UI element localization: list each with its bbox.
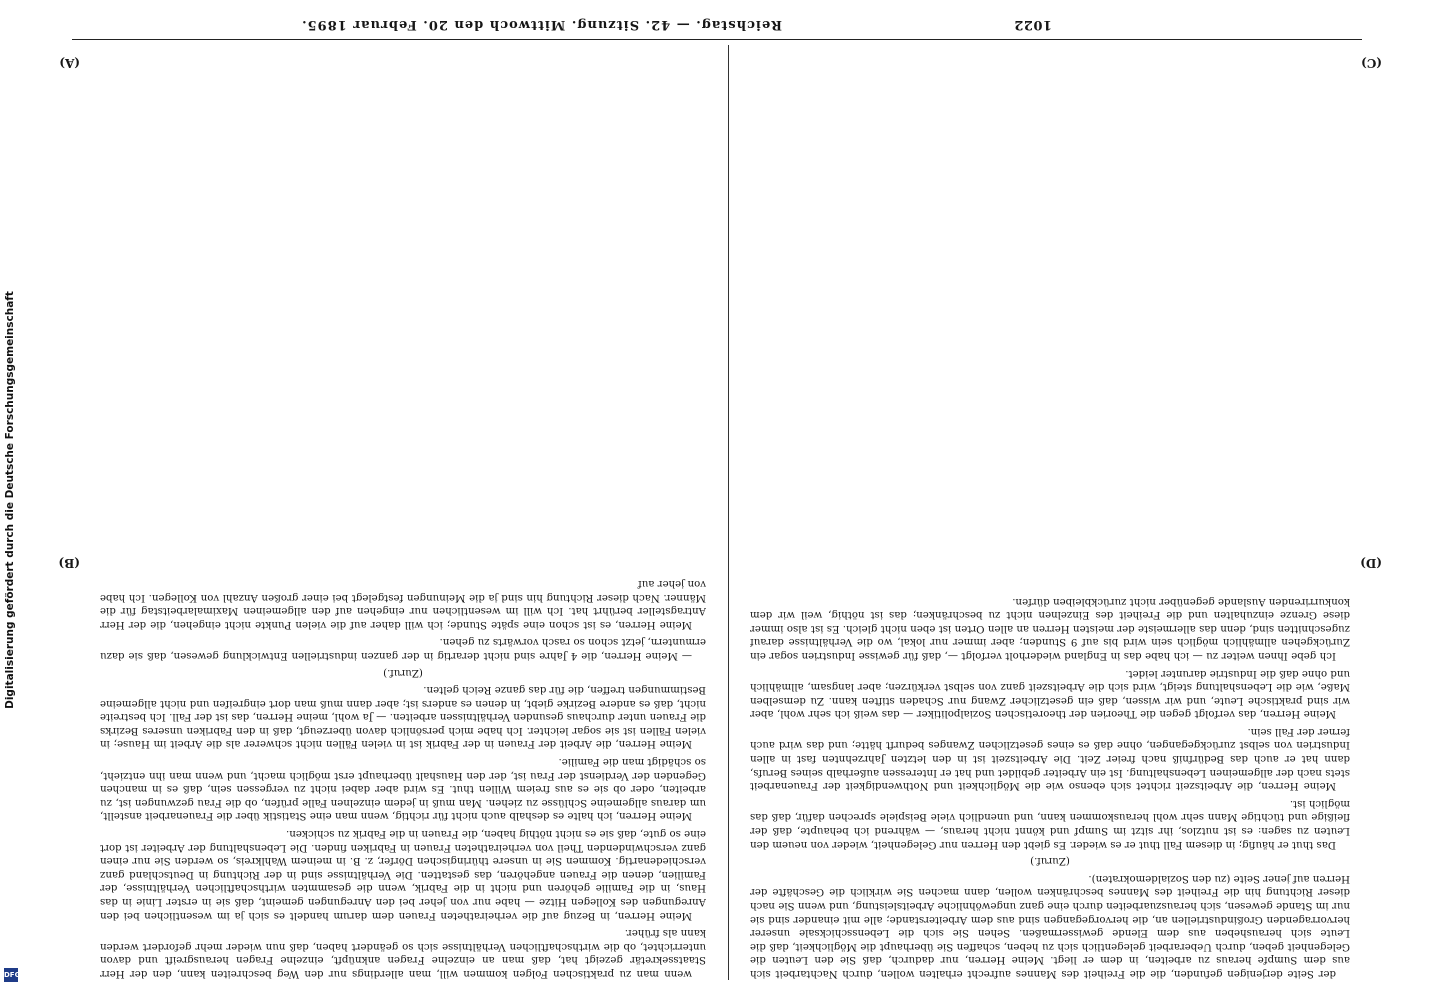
- page-number: 1022: [1013, 17, 1052, 32]
- left-text-column: [100, 45, 706, 980]
- paragraph: Meine Herren, es ist schon eine späte Stunde; ich will daher auf die vielen Punkte nicht eingehen, die der Herr Antragsteller berührt hat. Ich will im wesentlichen nur eingehen auf den allgemeinen Maximalarbeitstag für die Männer. Nach dieser Richtung hin sind ja die Meinungen festgelegt bei einer großen Anzahl von Kollegen. Ich habe von jeher auf: [100, 577, 706, 630]
- running-title: Reichstag. — 42. Sitzung. Mittwoch den 20. Februar 1895.: [301, 17, 782, 32]
- paragraph: Meine Herren, das verfolgt gegen die Theorien der theoretischen Sozialpolitiker — das weiß ich sehr wohl, aber wir sind praktische Leute, und wir wissen, daß ein gesetzlicher Zwang nur Schaden stiften kann. Zu demselben Maße, wie die Lebenshaltung steigt, wird sich die Arbeitszeit ganz von selbst verkürzen; aber langsam, allmählich und ohne daß die Industrie darunter leidet.: [750, 667, 1350, 720]
- margin-mark-a: (A): [59, 56, 80, 70]
- paragraph: der Seite derjenigen gefunden, die die Freiheit des Mannes aufrecht erhalten wollen, durch Nachtarbeit sich aus dem Sumpfe heraus zu arbeiten, in dem er liegt. Meine Herren, nur dadurch, daß Sie den Leuten die Gelegenheit geben, durch Ueberarbeit gelegentlich sich zu heben, schaffen Sie überhaupt die Möglichkeit, daß die Leute sich herausheben aus dem Elende gewissermaßen. Sehen Sie sich die Lebensschicksale unserer hervorragenden Großindustriellen an, die hervorgegangen sind aus dem Arbeiterstande; alle mit einander sind sie nur im Stande gewesen, sich herauszuarbeiten durch eine ganz ungewöhnliche Arbeitsleistung, und wenn Sie nach dieser Richtung hin die Freiheit des Mannes beschränken wollen, dann machen Sie wirklich die Geschäfte der Herren auf jener Seite (zu den Sozialdemokraten).: [750, 872, 1350, 979]
- paragraph: Meine Herren, in Bezug auf die verheiratheten Frauen dem darum handelt es sich ja im wesentlichen bei den Anregungen des Kollegen Hitze — habe nur von jeher bei den Anregungen gemeint, daß sie in erster Linie in das Haus, in die Familie gehören und nicht in die Fabrik, wenn die gesammten wirthschaftlichen Verhältnisse, der Familien, denen die Frauen angehören, das gestatten. Die Verhältnisse sind in der Richtung in Deutschland ganz verschiedenartig. Kommen Sie in unsere thüringischen Dörfer, z. B. in meinem Wahlkreis, so werden Sie nur einen ganz verschwindenden Theil von verheiratheten Frauen in Fabriken finden. Die Lebenshaltung der Arbeiter ist dort eine so gute, daß sie es nicht nöthig haben, die Frauen in die Fabrik zu schicken.: [100, 828, 706, 921]
- digitization-note: Digitalisierung gefördert durch die Deutsche Forschungsgemeinschaft: [4, 291, 16, 709]
- paragraph: wenn man zu praktischen Folgen kommen will, man allerdings nur den Weg beschreiten kann, den der Herr Staatssekretär gezeigt hat, daß man an einzelne Fragen anknüpft, einzelne Fragen herausgreift und davon unterrichtet, ob die wirthschaftlichen Verhältnisse sich so geändert haben, daß nun wieder mehr gefordert werden kann als früher.: [100, 927, 706, 979]
- column-divider: [728, 45, 729, 980]
- header-rule: [72, 39, 1362, 40]
- page-header: [52, 8, 1052, 34]
- paragraph: Meine Herren, die Arbeitszeit richtet sich ebenso wie die Möglichkeit und Nothwendigkeit der Frauenarbeit stets nach der allgemeinen Lebenshaltung. Ist ein Arbeiter gebildet und hat er Interessen außerhalb seines Berufs, dann hat er auch das Bedürfniß nach freier Zeit. Die Arbeitszeit ist in den letzten Jahrzehnten fast in allen Industrien von selbst zurückgegangen, ohne daß es eines gesetzlichen Zwanges bedurft hätte; und das wird auch ferner der Fall sein.: [750, 725, 1350, 792]
- paragraph: Meine Herren, ich halte es deshalb auch nicht für richtig, wenn man eine Statistik über die Frauenarbeit anstellt, um daraus allgemeine Schlüsse zu ziehen. Man muß in jedem einzelnen Falle prüfen, ob die Frau gezwungen ist, zu arbeiten, oder ob sie es aus freiem Willen thut. Es wird aber dabei nicht zu vergessen sein, daß es in manchen Gegenden der Verdienst der Frau ist, der den Haushalt überhaupt erst möglich macht, und wenn man ihn entzieht, so schädigt man die Familie.: [100, 756, 706, 822]
- right-text-column: [750, 45, 1350, 980]
- dfg-logo: DFG: [4, 968, 18, 982]
- paragraph: Ich gebe Ihnen weiter zu — ich habe das in England wiederholt verfolgt —, daß für gewisse Industrien sogar ein Zurückgehen allmählich möglich sein wird bis auf 9 Stunden; aber immer nur lokal, wo die Verhältnisse darauf zugeschnitten sind, denn das allermeiste der meisten Herren an allen Orten ist eben nicht gleich. Es ist also immer diese Grenze einzuhalten und die Freiheit des Einzelnen nicht zu beschränken; das ist nöthig, weil wir dem konkurrirenden Auslande gegenüber nicht zurückbleiben dürfen.: [750, 595, 1350, 661]
- stage-direction: (Zuruf.): [1030, 855, 1070, 867]
- paragraph: — Meine Herren, die 4 Jahre sind nicht derartig in der ganzen industriellen Entwicklung gewesen, daß sie dazu ermuntern, jetzt schon so rasch vorwärts zu gehen.: [100, 636, 706, 661]
- margin-mark-d: (D): [1360, 556, 1382, 570]
- paragraph: Meine Herren, die Arbeit der Frauen in der Fabrik ist in vielen Fällen nicht schwerer als die Arbeit im Hause; in vielen Fällen ist sie sogar leichter. Ich habe mich persönlich davon überzeugt, daß in den Fabriken unseres Bezirks die Frauen unter durchaus gesunden Verhältnissen arbeiten. — Ja wohl, meine Herren, das ist der Fall. Ich bestreite nicht, daß es andere Bezirke giebt, in denen es anders ist; aber dann muß man dort eingreifen und nicht allgemeine Bestimmungen treffen, die für das ganze Reich gelten.: [100, 684, 706, 750]
- stage-direction: (Zuruf.): [383, 666, 423, 678]
- paragraph: Das thut er häufig; in diesem Fall thut er es wieder. Es giebt den Herren nur Gelegenheit, wieder von neuem den Leuten zu sagen: es ist nutzlos, ihr sitzt im Sumpf und könnt nicht heraus, — während ich behaupte, daß der fleißige und tüchtige Mann sehr wohl herauskommen kann, und unendlich viele Beispiele sprechen dafür, daß das möglich ist.: [750, 797, 1350, 850]
- margin-mark-b: (B): [58, 556, 80, 570]
- digitization-stamp: [0, 0, 22, 1000]
- margin-mark-c: (C): [1361, 56, 1382, 70]
